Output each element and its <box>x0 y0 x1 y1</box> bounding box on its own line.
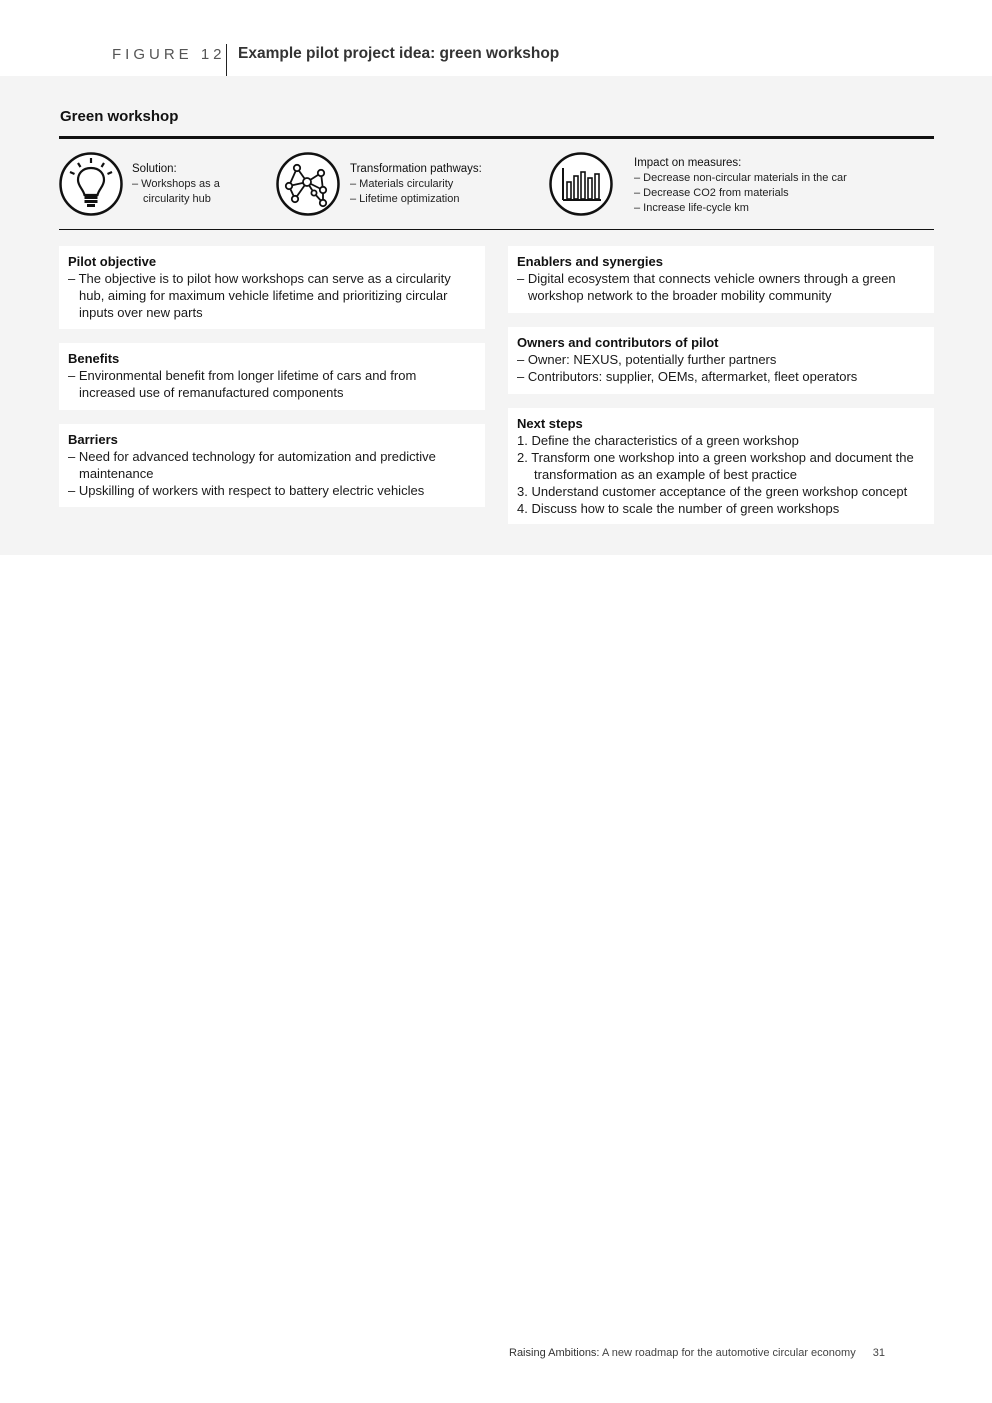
card-line: – Need for advanced technology for automization and predictive maintenance <box>68 449 436 481</box>
card-line: – Digital ecosystem that connects vehicle owners through a green workshop network to the broader mobility community <box>517 271 896 303</box>
impact-line: – Increase life-cycle km <box>634 202 749 214</box>
pathways-heading: Transformation pathways: <box>350 163 482 175</box>
page-number: 31 <box>872 1347 886 1359</box>
card-title: Next steps <box>517 416 583 431</box>
figure-divider <box>226 44 227 76</box>
solution-line: circularity hub <box>143 193 211 205</box>
next-step-item: 4. Discuss how to scale the number of green workshops <box>517 501 840 516</box>
card-line: – Environmental benefit from longer lifetime of cars and from increased use of remanufactured components <box>68 368 417 400</box>
owners-card <box>508 327 934 394</box>
network-icon <box>276 152 340 216</box>
card-line: – Owner: NEXUS, potentially further partners <box>517 352 777 367</box>
impact-line: – Decrease non-circular materials in the car <box>634 172 847 184</box>
panel-title: Green workshop <box>60 108 179 125</box>
footer-title: Raising Ambitions: <box>509 1347 600 1359</box>
figure-title: Example pilot project idea: green workshop <box>238 45 560 62</box>
card-title: Owners and contributors of pilot <box>517 335 719 350</box>
next-step-item: 2. Transform one workshop into a green workshop and document the transformation as an example of best practice <box>517 450 914 482</box>
card-title: Barriers <box>68 432 118 447</box>
figure-panel <box>0 76 992 555</box>
barriers-card <box>59 424 485 507</box>
solution-line: – Workshops as a <box>132 178 220 190</box>
pilot-objective-card <box>59 246 485 329</box>
footer-subtitle: A new roadmap for the automotive circular economy <box>601 1347 856 1359</box>
enablers-card <box>508 246 934 313</box>
summary-rule <box>59 229 934 230</box>
figure-label: FIGURE 12 <box>112 46 226 63</box>
impact-heading: Impact on measures: <box>634 157 742 169</box>
next-step-item: 3. Understand customer acceptance of the green workshop concept <box>517 484 908 499</box>
card-line: – Upskilling of workers with respect to battery electric vehicles <box>68 483 425 498</box>
impact-line: – Decrease CO2 from materials <box>634 187 789 199</box>
lightbulb-icon <box>59 152 123 216</box>
benefits-card <box>59 343 485 410</box>
pathways-text <box>350 162 482 207</box>
pathways-line: – Materials circularity <box>350 178 454 190</box>
card-title: Enablers and synergies <box>517 254 663 269</box>
card-title: Benefits <box>68 351 120 366</box>
next-step-item: 1. Define the characteristics of a green workshop <box>517 433 799 448</box>
pathways-line: – Lifetime optimization <box>350 193 460 205</box>
solution-heading: Solution: <box>132 163 177 175</box>
page-footer <box>509 1347 885 1359</box>
card-line: – Contributors: supplier, OEMs, aftermarket, fleet operators <box>517 369 858 384</box>
card-line: – The objective is to pilot how workshops can serve as a circularity hub, aiming for maximum vehicle lifetime and prioritizing circular inputs over new parts <box>68 271 451 320</box>
impact-text <box>634 156 847 216</box>
bar-chart-icon <box>549 152 613 216</box>
next-steps-card <box>508 408 934 524</box>
solution-text <box>132 162 220 207</box>
card-title: Pilot objective <box>68 254 157 269</box>
top-rule <box>59 136 934 139</box>
